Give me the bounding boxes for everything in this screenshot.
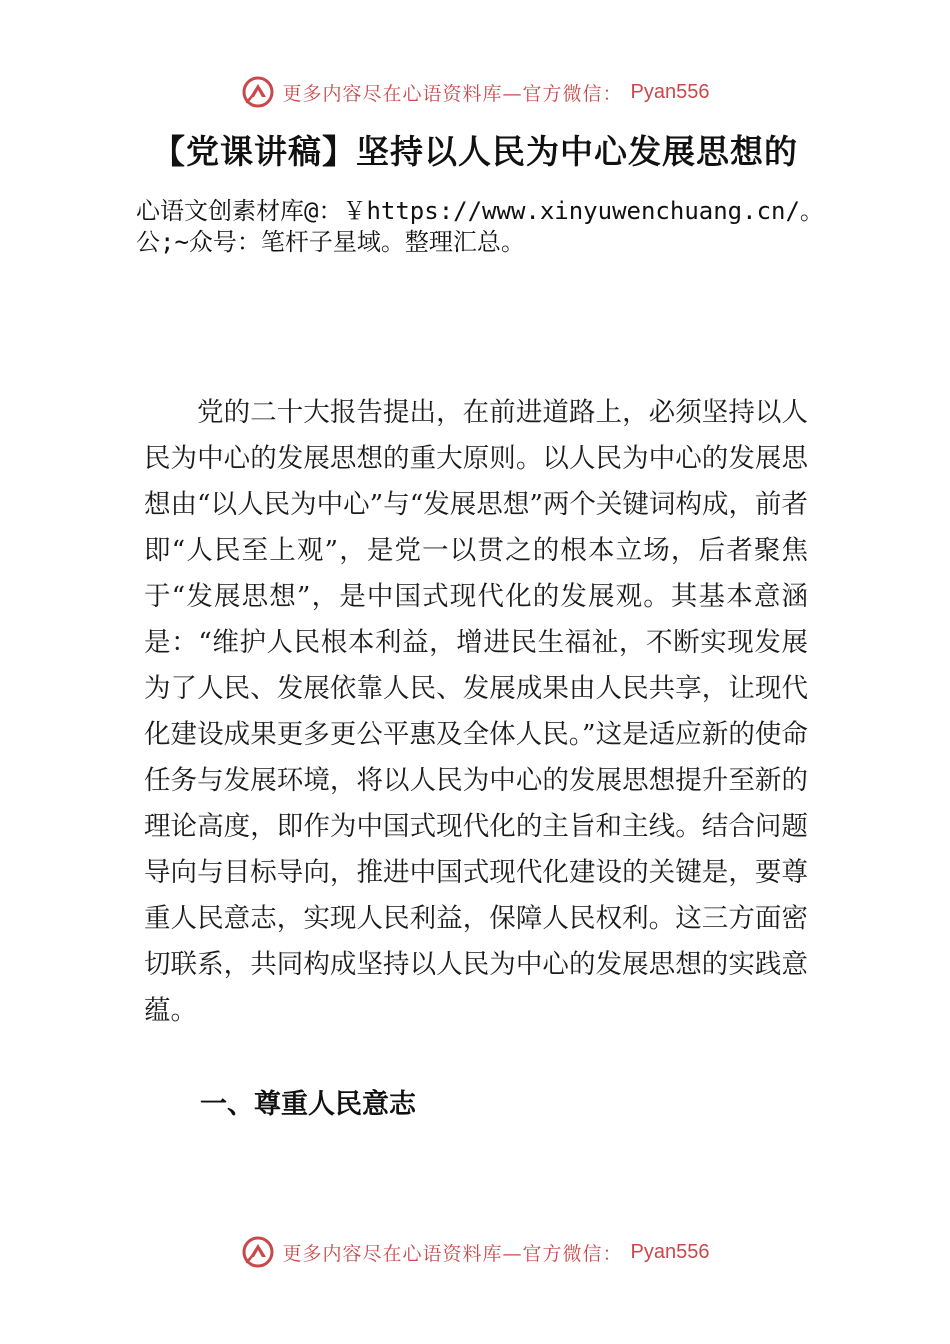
banner-text: 更多内容尽在心语资料库—官方微信： <box>282 82 623 105</box>
source-line: 心语文创素材库@：￥https://www.xinyuwenchuang.cn/。公;~众号：笔杆子星域。整理汇总。 <box>136 197 824 256</box>
header-banner <box>0 72 950 112</box>
page-title: 【党课讲稿】坚持以人民为中心发展思想的 <box>152 132 798 171</box>
section-heading: 一、尊重人民意志 <box>200 1089 416 1120</box>
brand-logo-icon <box>241 1235 275 1269</box>
wechat-id: Pyan556 <box>630 80 710 103</box>
footer-banner <box>0 1232 950 1272</box>
banner-text: 更多内容尽在心语资料库—官方微信： <box>282 1242 623 1265</box>
brand-logo-icon <box>241 75 275 109</box>
body-paragraph: 党的二十大报告提出，在前进道路上，必须坚持以人民为中心的发展思想的重大原则。以人民为中心的发展思想由“以人民为中心”与“发展思想”两个关键词构成，前者即“人民至上观”，是党一以贯之的根本立场，后者聚焦于“发展思想”，是中国式现代化的发展观。其基本意涵是：“维护人民根本利益，增进民生福祉，不断实现发展为了人民、发展依靠人民、发展成果由人民共享，让现代化建设成果更多更公平惠及全体人民。”这是适应新的使命任务与发展环境，将以人民为中心的发展思想提升至新的理论高度，即作为中国式现代化的主旨和主线。结合问题导向与目标导向，推进中国式现代化建设的关键是，要尊重人民意志，实现人民利益，保障人民权利。这三方面密切联系，共同构成坚持以人民为中心的发展思想的实践意蕴。 <box>144 397 808 1026</box>
wechat-id: Pyan556 <box>630 1240 710 1263</box>
